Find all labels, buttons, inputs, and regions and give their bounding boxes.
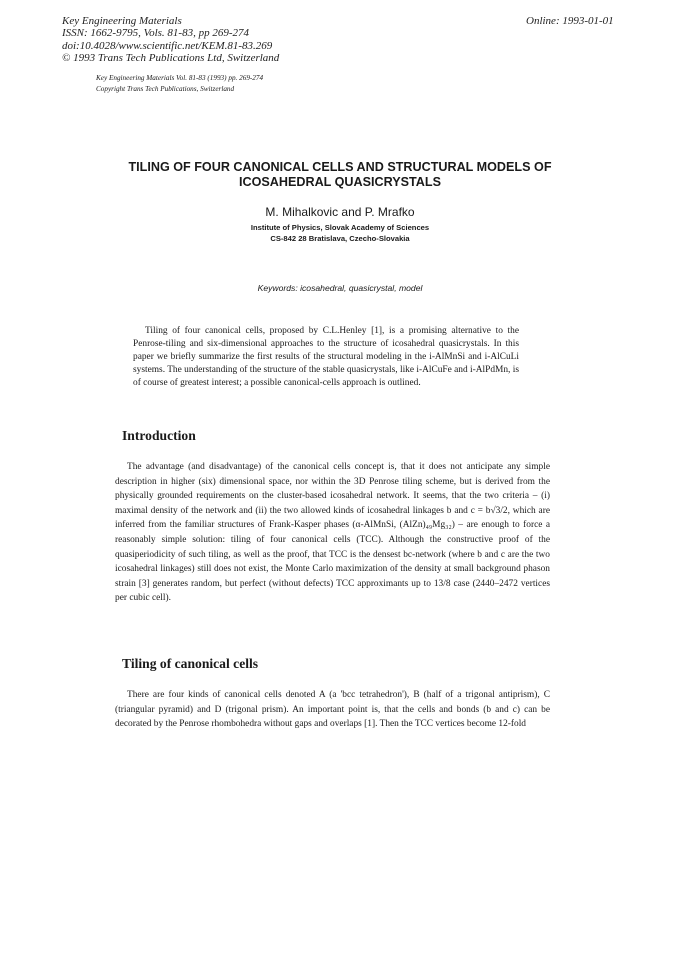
citation-doi: doi:10.4028/www.scientific.net/KEM.81-83.269 — [62, 39, 273, 52]
title-line: ICOSAHEDRAL QUASICRYSTALS — [239, 175, 441, 189]
citation-header — [62, 15, 279, 65]
keywords: Keywords: icosahedral, quasicrystal, model — [257, 283, 423, 293]
abstract: Tiling of four canonical cells, proposed by C.L.Henley [1], is a promising alternative to the Penrose-tiling and six-dimensional approaches to the structure of icosahedral quasicrystals. In this paper we briefly summarize the first results of the structural modeling in the i-AlMnSi and i-AlCuLi systems. The understanding of the structure of the stable quasicrystals, like i-AlCuFe and i-AlPdMn, is of course of greatest interest; a possible canonical-cells approach is outlined. — [133, 326, 519, 389]
affiliation-line: CS-842 28 Bratislava, Czecho-Slovakia — [270, 234, 410, 243]
journal-info — [96, 73, 263, 94]
section-heading-introduction: Introduction — [122, 428, 196, 443]
journal-info-line: Key Engineering Materials Vol. 81-83 (1993) pp. 269-274 — [96, 74, 264, 82]
affiliation-line: Institute of Physics, Slovak Academy of Sciences — [250, 223, 430, 232]
affiliation — [60, 222, 620, 244]
online-date: Online: 1993-01-01 — [526, 15, 614, 27]
authors: M. Mihalkovic and P. Mrafko — [265, 205, 415, 219]
section-text-tiling: There are four kinds of canonical cells denoted A (a 'bcc tetrahedron'), B (half of a trigonal antiprism), C (triangular pyramid) and D (trigonal prism). An important point is, that the cells and bonds (b and c) can be decorated by the Penrose rhombohedra without gaps and overlaps [1]. Then the TCC vertices become 12-fold — [115, 690, 550, 730]
title-line: TILING OF FOUR CANONICAL CELLS AND STRUCTURAL MODELS OF — [128, 160, 552, 174]
journal-copyright-line: Copyright Trans Tech Publications, Switzerland — [96, 84, 235, 93]
section-text-introduction: The advantage (and disadvantage) of the canonical cells concept is, that it does not anticipate any simple description in higher (six) dimensional space, nor within the 3D Penrose tiling scheme, but is derived from the physically grounded requirements on the cluster-based icosahedral network. It seems, that the two criteria – (i) maximal density of the network and (ii) the two allowed kinds of icosahedral linkages b and c = b√3/2, which are inferred from the familiar structures of Frank-Kasper phases (α-AlMnSi, (AlZn)₄₉Mg₃₂) – are enough to force a reasonably simple solution: tiling of four canonical cells (TCC). Although the constructive proof of the quasiperiodicity of such tiling, as well as the proof, that TCC is the densest bc-network (where b and c are the two icosahedral linkages) still does not exist, the Monte Carlo maximization of the density at small background phason strain [3] generates random, but perfect (without defects) TCC approximants up to 13/8 case (2440–2472 vertices per cubic cell). — [115, 462, 550, 604]
citation-journal: Key Engineering Materials — [62, 15, 182, 27]
citation-issn: ISSN: 1662-9795, Vols. 81-83, pp 269-274 — [62, 27, 249, 40]
section-heading-tiling: Tiling of canonical cells — [122, 656, 259, 671]
paper-title — [60, 160, 620, 190]
citation-copyright: © 1993 Trans Tech Publications Ltd, Switzerland — [62, 52, 280, 65]
